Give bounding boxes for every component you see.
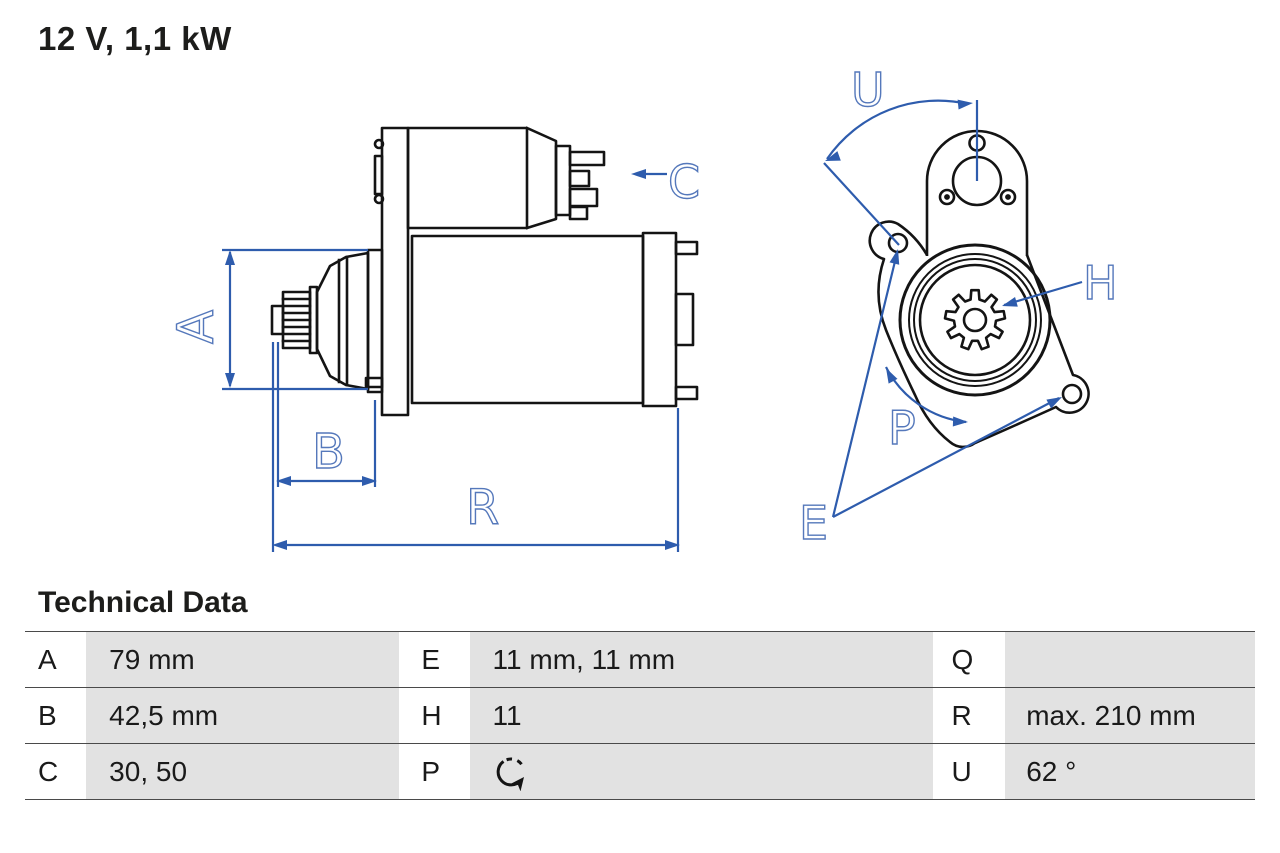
table-row — [25, 743, 1255, 800]
row3-key3: U — [933, 744, 1006, 799]
row1-value2: 11 mm, 11 mm — [470, 632, 933, 687]
row3-value1: 30, 50 — [86, 744, 399, 799]
label-E: E — [799, 496, 829, 550]
column-gap — [399, 688, 408, 743]
pinion-shaft-stub — [272, 306, 283, 334]
column-gap — [399, 744, 408, 799]
row1-key1: A — [25, 632, 86, 687]
flange-hole-bottom-right — [1063, 385, 1081, 403]
row2-key1: B — [25, 688, 86, 743]
solenoid-body — [408, 128, 527, 228]
table-row — [25, 631, 1255, 687]
row2-key3: R — [933, 688, 1006, 743]
row1-key3: Q — [933, 632, 1006, 687]
row1-key2: E — [408, 632, 469, 687]
pinion-center-hole — [964, 309, 986, 331]
column-gap — [399, 632, 408, 687]
row2-value1: 42,5 mm — [86, 688, 399, 743]
label-R: R — [466, 480, 500, 536]
mounting-bracket-plate — [382, 128, 408, 415]
page-title: 12 V, 1,1 kW — [38, 20, 232, 57]
row3-key2: P — [408, 744, 469, 799]
pinion-gear — [945, 290, 1005, 349]
row1-value1: 79 mm — [86, 632, 399, 687]
dimension-lines — [222, 100, 1082, 552]
clockwise-rotation-icon — [493, 753, 531, 791]
motor-body — [412, 236, 643, 403]
side-view-drawing — [272, 128, 697, 415]
label-H: H — [1083, 256, 1118, 310]
row3-key1: C — [25, 744, 86, 799]
label-B: B — [312, 424, 345, 480]
row2-key2: H — [408, 688, 469, 743]
row1-value3 — [1005, 632, 1255, 687]
label-P: P — [888, 401, 916, 455]
drive-end-housing — [317, 253, 368, 389]
label-C: C — [668, 155, 701, 209]
solenoid-terminal-stud — [570, 152, 604, 165]
dimension-arrowheads — [225, 98, 1064, 550]
technical-data-table — [25, 631, 1255, 800]
row3-value2 — [470, 744, 933, 799]
row2-value3: max. 210 mm — [1005, 688, 1255, 743]
dim-line-E — [833, 253, 1059, 517]
row3-value3: 62 ° — [1005, 744, 1255, 799]
motor-end-cap — [643, 233, 676, 406]
label-U: U — [851, 63, 885, 117]
table-row — [25, 687, 1255, 743]
label-A: A — [167, 309, 225, 344]
technical-data-heading: Technical Data — [38, 586, 248, 619]
row2-value2: 11 — [470, 688, 933, 743]
